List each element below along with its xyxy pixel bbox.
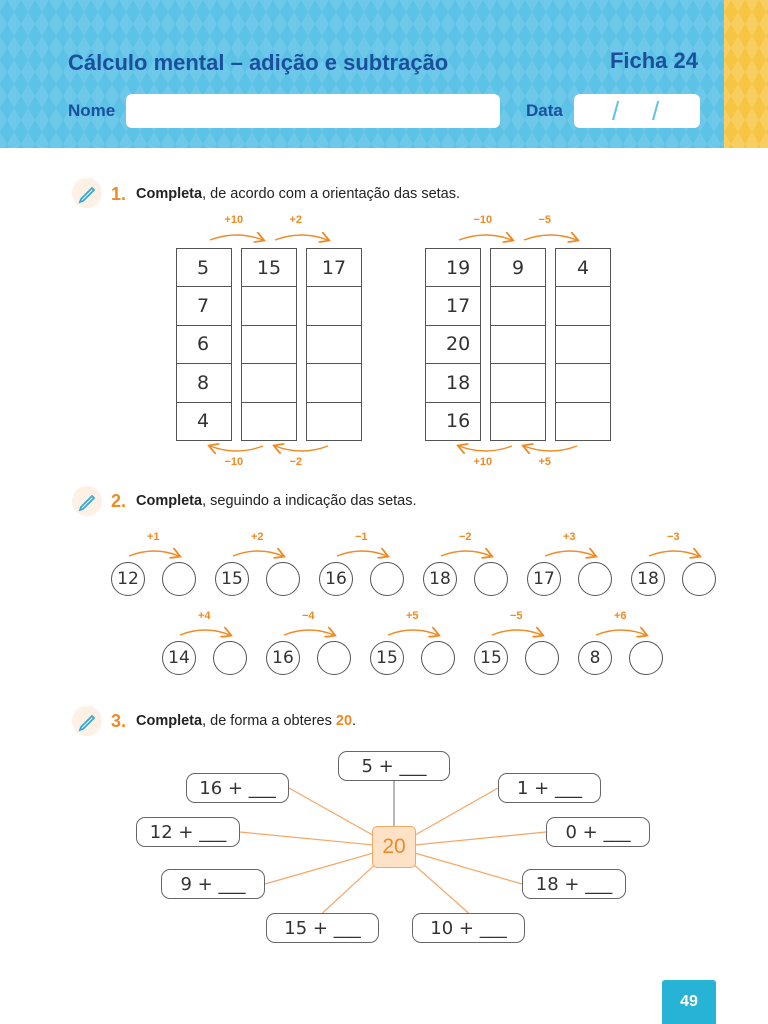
grid-cell: 6	[176, 325, 232, 364]
addition-pill[interactable]: 9 + ___	[161, 869, 265, 899]
arrow-right	[441, 551, 491, 556]
start-number-circle: 14	[162, 641, 196, 675]
operation-label: +10	[224, 214, 244, 226]
start-number-circle: 16	[266, 641, 300, 675]
date-slash: /	[652, 96, 660, 126]
exercise-3-instruction: Completa, de forma a obteres 20.	[136, 713, 357, 729]
start-number-circle: 17	[527, 562, 561, 596]
operation-label: −1	[355, 531, 368, 543]
arrow-right	[210, 235, 263, 240]
page-number: 49	[662, 980, 716, 1024]
operation-label: +6	[614, 610, 627, 622]
arrow-right	[649, 551, 699, 556]
target-number-box: 20	[372, 826, 416, 868]
operation-label: −3	[667, 531, 680, 543]
sheet-number: Ficha 24	[609, 48, 698, 73]
addition-pill[interactable]: 12 + ___	[136, 817, 240, 847]
addition-pill[interactable]: 15 + ___	[266, 913, 379, 943]
arrow-right	[545, 551, 595, 556]
grid-cell: 18	[425, 363, 481, 402]
grid-cell: 15	[241, 248, 297, 287]
operation-label: −10	[473, 214, 493, 226]
arrow-right	[524, 235, 577, 240]
grid-cell: 17	[425, 286, 481, 325]
operation-label: −2	[459, 531, 472, 543]
exercise-3-number: 3.	[111, 711, 127, 731]
start-number-circle: 15	[370, 641, 404, 675]
grid-cell: 20	[425, 325, 481, 364]
addition-pill[interactable]: 0 + ___	[546, 817, 650, 847]
grid-cell: 9	[490, 248, 546, 287]
operation-label: +10	[473, 456, 493, 468]
operation-label: +2	[289, 214, 303, 226]
grid-cell: 19	[425, 248, 481, 287]
arrow-right	[284, 630, 334, 635]
arrow-left	[210, 446, 263, 451]
exercise-1-number: 1.	[111, 184, 127, 204]
date-label: Data	[526, 101, 563, 120]
arrow-left	[459, 446, 512, 451]
arrow-right	[129, 551, 179, 556]
exercise-2-number: 2.	[111, 491, 127, 511]
start-number-circle: 12	[111, 562, 145, 596]
page-title: Cálculo mental – adição e subtração	[68, 50, 449, 75]
operation-label: −5	[538, 214, 552, 226]
arrow-left	[275, 446, 328, 451]
grid-cell: 4	[176, 402, 232, 441]
arrow-right	[459, 235, 512, 240]
exercise-2-instruction: Completa, seguindo a indicação das setas.	[136, 493, 417, 509]
name-label: Nome	[68, 101, 116, 120]
arrow-right	[337, 551, 387, 556]
start-number-circle: 8	[578, 641, 612, 675]
arrow-right	[233, 551, 283, 556]
grid-cell: 7	[176, 286, 232, 325]
operation-label: −4	[302, 610, 315, 622]
grid-cell: 5	[176, 248, 232, 287]
start-number-circle: 15	[215, 562, 249, 596]
operation-label: −10	[224, 456, 244, 468]
operation-label: −2	[289, 456, 303, 468]
exercise-1-instruction: Completa, de acordo com a orientação das setas.	[136, 186, 461, 202]
start-number-circle: 16	[319, 562, 353, 596]
operation-label: +5	[538, 456, 552, 468]
addition-pill[interactable]: 16 + ___	[186, 773, 289, 803]
operation-label: +1	[147, 531, 160, 543]
addition-pill[interactable]: 10 + ___	[412, 913, 525, 943]
date-slash: /	[612, 96, 620, 126]
arrow-right	[492, 630, 542, 635]
grid-cell: 16	[425, 402, 481, 441]
arrow-right	[596, 630, 646, 635]
start-number-circle: 18	[423, 562, 457, 596]
addition-pill[interactable]: 1 + ___	[498, 773, 601, 803]
start-number-circle: 15	[474, 641, 508, 675]
operation-label: −5	[510, 610, 523, 622]
arrow-right	[180, 630, 230, 635]
operation-label: +4	[198, 610, 211, 622]
arrow-left	[524, 446, 577, 451]
arrow-right	[275, 235, 328, 240]
arrow-right	[388, 630, 438, 635]
operation-label: +2	[251, 531, 264, 543]
addition-pill[interactable]: 18 + ___	[522, 869, 626, 899]
grid-cell: 17	[306, 248, 362, 287]
addition-pill[interactable]: 5 + ___	[338, 751, 450, 781]
grid-cell: 8	[176, 363, 232, 402]
operation-label: +5	[406, 610, 419, 622]
start-number-circle: 18	[631, 562, 665, 596]
grid-cell: 4	[555, 248, 611, 287]
operation-label: +3	[563, 531, 576, 543]
